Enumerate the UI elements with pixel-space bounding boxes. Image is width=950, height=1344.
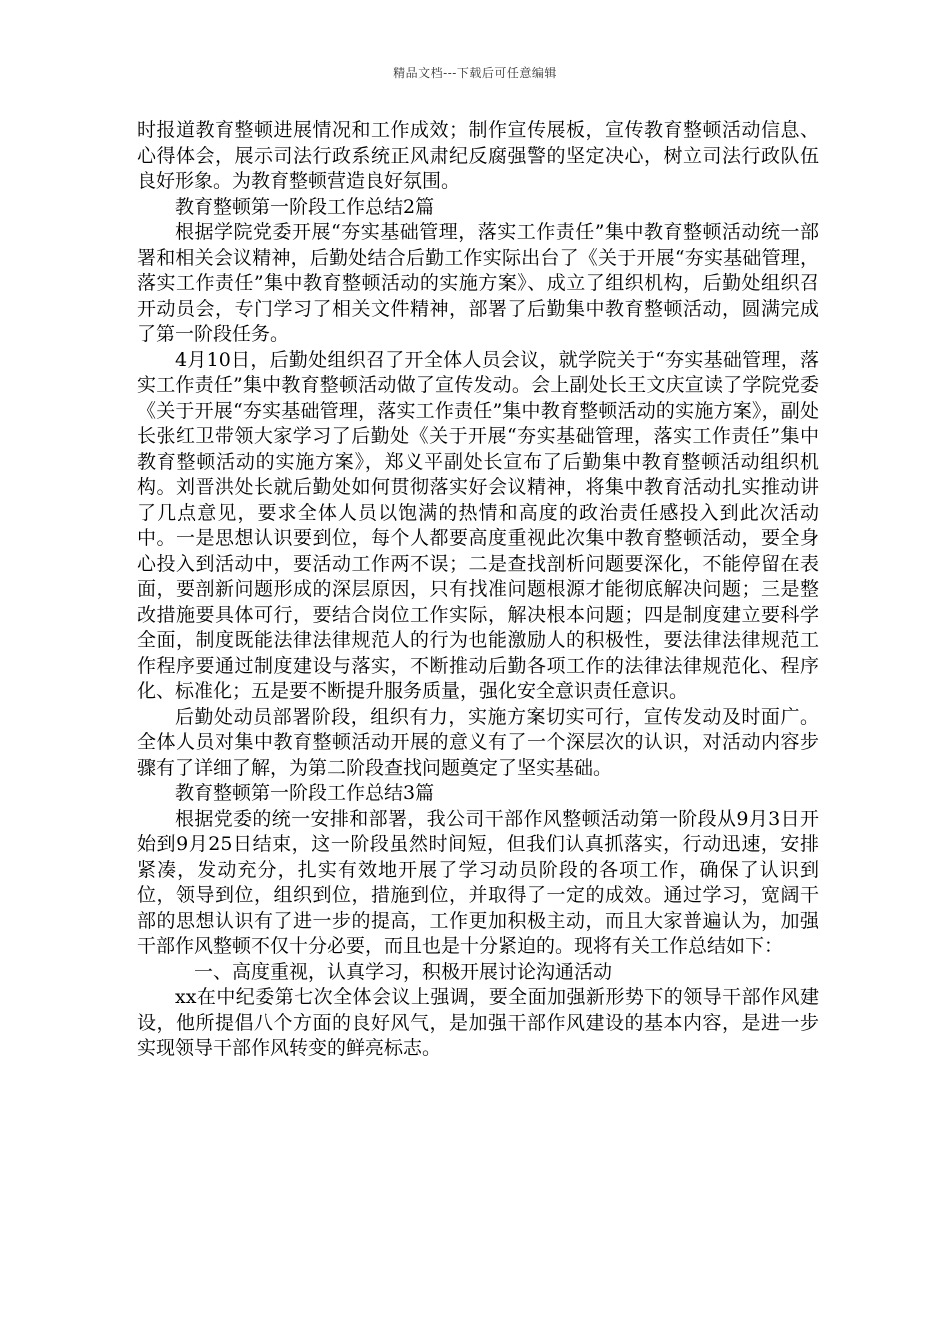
document-body	[137, 118, 819, 1062]
paragraph-continued: 时报道教育整顿进展情况和工作成效；制作宣传展板，宣传教育整顿活动信息、心得体会，展示司法行政系统正风肃纪反腐强警的坚定决心，树立司法行政队伍良好形象。为教育整顿营造良好氛围。	[137, 119, 819, 192]
subsection-heading: 一、高度重视，认真学习，积极开展讨论沟通活动	[194, 960, 613, 983]
page-header: 精品文档---下载后可任意编辑	[393, 66, 557, 80]
paragraph: 根据党委的统一安排和部署，我公司干部作风整顿活动第一阶段从9月3日开始到9月25日结束，这一阶段虽然时间短，但我们认真抓落实，行动迅速，安排紧凑，发动充分，扎实有效地开展了学习动员阶段的各项工作，确保了认识到位，领导到位，组织到位，措施到位，并取得了一定的成效。通过学习，宽阔干部的思想认识有了进一步的提高，工作更加积极主动，而且大家普遍认为，加强干部作风整顿不仅十分必要，而且也是十分紧迫的。现将有关工作总结如下：	[137, 807, 819, 957]
paragraph: 4月10日，后勤处组织召了开全体人员会议，就学院关于“夯实基础管理，落实工作责任”集中教育整顿活动做了宣传发动。会上副处长王文庆宣读了学院党委《关于开展“夯实基础管理，落实工作责任”集中教育整顿活动的实施方案》，副处长张红卫带领大家学习了后勤处《关于开展“夯实基础管理，落实工作责任”集中教育整顿活动的实施方案》，郑义平副处长宣布了后勤集中教育整顿活动组织机构。刘晋洪处长就后勤处如何贯彻落实好会议精神，将集中教育活动扎实推动讲了几点意见，要求全体人员以饱满的热情和高度的政治责任感投入到此次活动中。一是思想认识要到位，每个人都要高度重视此次集中教育整顿活动，要全身心投入到活动中，要活动工作两不误；二是查找剖析问题要深化，不能停留在表面，要剖新问题形成的深层原因，只有找准问题根源才能彻底解决问题；三是整改措施要具体可行，要结合岗位工作实际，解决根本问题；四是制度建立要科学全面，制度既能法律法律规范人的行为也能激励人的积极性，要法律法律规范工作程序要通过制度建设与落实，不断推动后勤各项工作的法律法律规范化、程序化、标准化；五是要不断提升服务质量，强化安全意识责任意识。	[137, 348, 819, 702]
section-heading-2: 教育整顿第一阶段工作总结2篇	[175, 195, 435, 218]
paragraph: xx在中纪委第七次全体会议上强调，要全面加强新形势下的领导干部作风建设，他所提倡八个方面的良好风气，是加强干部作风建设的基本内容，是进一步实现领导干部作风转变的鲜亮标志。	[137, 986, 819, 1059]
paragraph: 后勤处动员部署阶段，组织有力，实施方案切实可行，宣传发动及时面广。全体人员对集中教育整顿活动开展的意义有了一个深层次的认识，对活动内容步骤有了详细了解，为第二阶段查找问题奠定了坚实基础。	[137, 705, 819, 779]
section-heading-3: 教育整顿第一阶段工作总结3篇	[175, 782, 435, 804]
paragraph: 根据学院党委开展“夯实基础管理，落实工作责任”集中教育整顿活动统一部署和相关会议精神，后勤处结合后勤工作实际出台了《关于开展“夯实基础管理，落实工作责任”集中教育整顿活动的实施方案》、成立了组织机构，后勤处组织召开动员会，专门学习了相关文件精神，部署了后勤集中教育整顿活动，圆满完成了第一阶段任务。	[137, 221, 819, 345]
